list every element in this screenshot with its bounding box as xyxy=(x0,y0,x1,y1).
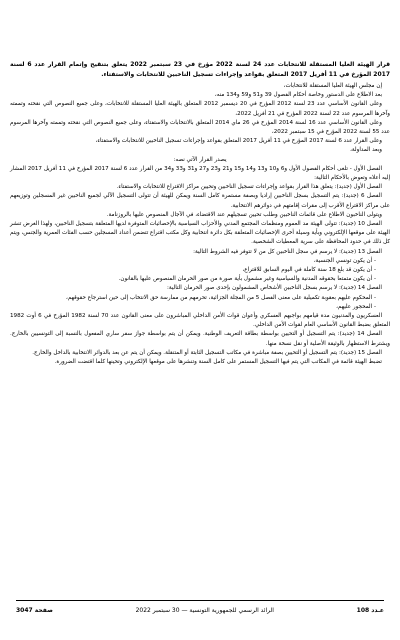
paragraph: الفصل 14 (جديد): يتم التسجيل أو التحيين بواسطة بطاقة التعريف الوطنية. ويمكن أن يتم بواسطة جواز سفر ساري المفعول بالنسبة إلى التونسيين بالخارج. ويشترط الاستظهار بالوثيقة الأصلية أو نقل نسخة منها. xyxy=(10,331,390,347)
paragraph: تضبط الهيئة قائمة في المكاتب التي يتم فيها التسجيل المستمر على كامل السنة وتنشرها على موقعها الإلكتروني وتحينها كلما اقتضت الضرورة. xyxy=(54,359,382,366)
paragraph: - أن يكون قد بلغ 18 سنة كاملة في اليوم السابق للاقتراع، xyxy=(242,267,376,274)
paragraph: يصدر القرار الآتي نصه: xyxy=(173,156,227,163)
gazette-line: الرائد الرسمي للجمهورية التونسية — 30 سبتمبر 2022 xyxy=(135,607,274,614)
paragraph: الفصل 15 (جديد): يتم التسجيل أو التحيين بصفة مباشرة في مكاتب التسجيل الثابتة أو المتنقلة. ويمكن أن يتم عن بعد بالدوائر الانتخابية بالداخل والخارج. xyxy=(32,349,382,356)
paragraph: الفصل 13 (جديد): لا يرسم في سجل الناخبين كل من لا تتوفر فيه الشروط التالية: xyxy=(193,248,382,255)
paragraph: - المحكوم عليهم بعقوبة تكميلية على معنى الفصل 5 من المجلة الجزائية، تحرمهم من ممارسة حق الانتخاب إلى حين استرجاع حقوقهم، xyxy=(66,294,376,301)
paragraph: وعلى القانون الأساسي عدد 16 لسنة 2014 المؤرخ في 26 ماي 2014 المتعلق بالانتخابات والاستفتاء، وعلى جميع النصوص التي نقحته وتممته وآخرها المرسوم عدد 55 لسنة 2022 المؤرخ في 15 سبتمبر 2022، xyxy=(10,119,390,136)
page-number: صفحة 3047 xyxy=(16,607,53,614)
paragraph: وبعد المداولة، xyxy=(350,147,382,154)
paragraph: وعلى القرار عدد 6 لسنة 2017 المؤرخ في 11 أفريل 2017 المتعلق بقواعد وإجراءات تسجيل الناخبين للانتخابات والاستفتاء، xyxy=(95,138,382,145)
paragraph: - المحجور عليهم، xyxy=(336,303,376,310)
paragraph: - أن يكون تونسي الجنسية، xyxy=(313,257,376,264)
paragraph: الفصل الأول - تلغى أحكام الفصول الأول و6 و10 و13 و14 و15 و21 و23 و27 و31 و33 و34 من القرار عدد 6 لسنة 2017 المؤرخ في 11 أفريل 2017 المشار إليه أعلاه وتعوض بالأحكام التالية: xyxy=(10,165,390,182)
paragraph: العسكريون والمدنيون مدة قيامهم بواجبهم العسكري وأعوان قوات الأمن الداخلي المباشرون على معنى القانون عدد 70 لسنة 1982 المؤرخ في 6 أوت 1982 المتعلق بضبط القانون الأساسي العام لقوات الأمن الداخلي. xyxy=(10,313,390,329)
paragraph: بعد الاطلاع على الدستور وخاصة أحكام الفصول 39 و51 و59 و134 منه، xyxy=(214,92,382,99)
paragraph: إن مجلس الهيئة العليا المستقلة للانتخابات، xyxy=(283,83,382,89)
paragraph: وعلى القانون الأساسي عدد 23 لسنة 2012 المؤرخ في 20 ديسمبر 2012 المتعلق بالهيئة العليا المستقلة للانتخابات، وعلى جميع النصوص التي نقحته وتممته وآخرها المرسوم عدد 22 لسنة 2022 المؤرخ في 21 أفريل 2022، xyxy=(10,101,390,117)
paragraph-list xyxy=(10,82,390,367)
paragraph: - أن يكون متمتعا بحقوقه المدنية والسياسية وغير مشمول بأية صورة من صور الحرمان المنصوص عليها بالقانون. xyxy=(118,276,376,283)
document-body xyxy=(10,60,390,367)
paragraph: ويتولى الناخبون الاطلاع على قائمات الناخبين وطلب تحيين تسجيلهم عند الاقتضاء، في الآجال المنصوص عليها بالروزنامة. xyxy=(106,211,382,218)
decision-title: قرار الهيئة العليا المستقلة للانتخابات عدد 24 لسنة 2022 مؤرخ في 23 سبتمبر 2022 يتعلق بتنقيح وإتمام القرار عدد 6 لسنة 2017 المؤرخ في 11 أفريل 2017 المتعلق بقواعد وإجراءات تسجيل الناخبين للانتخابات والاستفتاء. xyxy=(10,61,391,78)
paragraph: الفصل 14 (جديد): لا يرسم بسجل الناخبين الأشخاص المشمولون بإحدى صور الحرمان التالية: xyxy=(166,285,382,292)
paragraph: الفصل 10 (جديد): تتولى الهيئة مد العموم ومنظمات المجتمع المدني والأحزاب السياسية بالإحصائيات المتوفرة لديها المتعلقة بتسجيل الناخبين، ولهذا الغرض تنشر الهيئة على موقعها الإلكتروني وبأية وسيلة أخرى الإحصائيات المتعلقة بكل دائرة انتخابية وكل مكتب اقتراع تتضمن أعداد المسجلين حسب الفئات العمرية والجنس، ويتم كل ذلك في حدود المحافظة على سرية المعطيات الشخصية. xyxy=(10,221,390,246)
paragraph: الفصل 6 (جديد): يتم التسجيل بسجل الناخبين إراديا وبصفة مستمرة كامل السنة ويمكن للهيئة أن تتولى التسجيل الآلي لجميع الناخبين غير المسجلين وتوزيعهم على مراكز الاقتراع الأقرب إلى مقرات إقامتهم في دوائرهم الانتخابية. xyxy=(10,193,390,209)
page-footer xyxy=(16,600,384,614)
paragraph: الفصل الأول (جديد): يتعلق هذا القرار بقواعد وإجراءات تسجيل الناخبين وتحيين مراكز الاقتراع للانتخابات والاستفتاء. xyxy=(116,184,382,191)
issue-number: عـدد 108 xyxy=(356,607,384,614)
